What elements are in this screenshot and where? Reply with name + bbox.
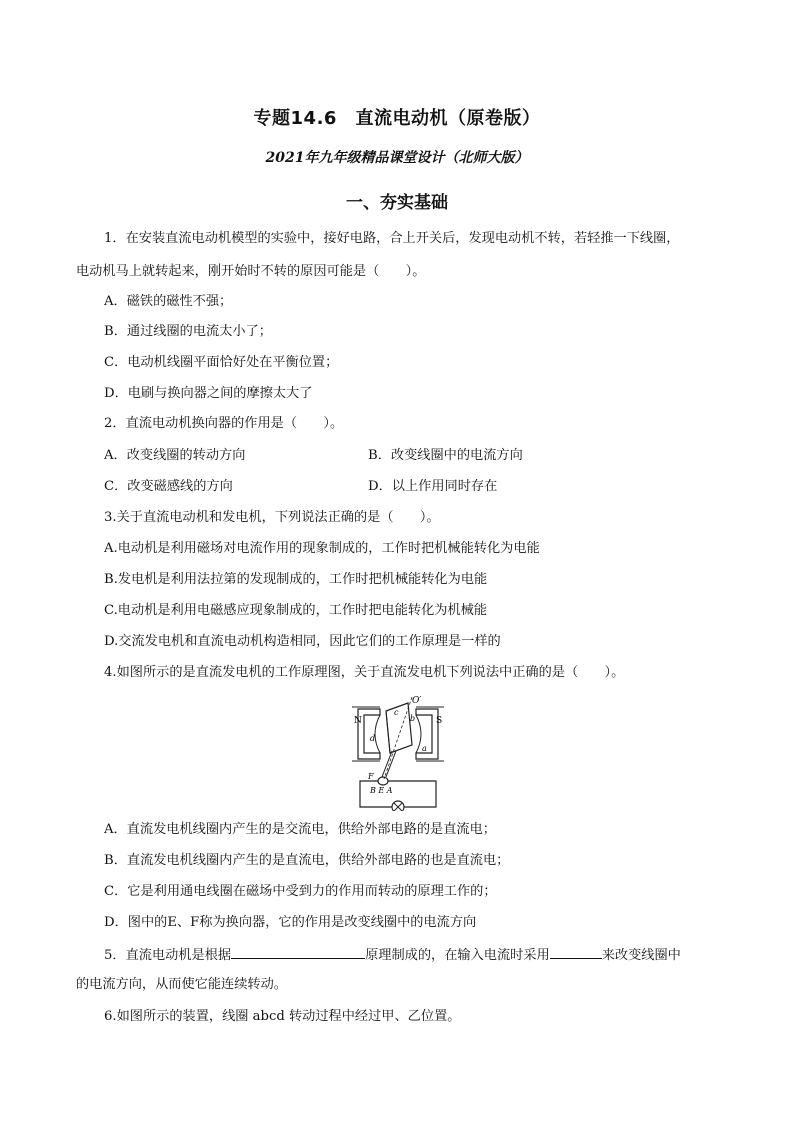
coil xyxy=(386,703,412,753)
q3-option-b: B.发电机是利用法拉第的发现制成的，工作时把机械能转化为电能 xyxy=(104,572,488,587)
label-a: a xyxy=(422,744,427,753)
q2-stem: 2．直流电动机换向器的作用是（ ）。 xyxy=(104,416,344,431)
q2-option-a: A．改变线圈的转动方向 xyxy=(104,448,246,463)
label-d: d xyxy=(370,734,376,743)
q3-option-d: D.交流发电机和直流电动机构造相同，因此它们的工作原理是一样的 xyxy=(104,634,501,649)
page-title: 专题14.6 直流电动机（原卷版） xyxy=(253,108,541,129)
label-f: F xyxy=(368,772,374,781)
lamp-icon xyxy=(392,801,404,811)
q4-option-b: B．直流发电机线圈内产生的是直流电，供给外部电路的也是直流电； xyxy=(104,853,510,868)
label-s: S xyxy=(436,716,443,726)
label-o: O′ xyxy=(412,696,422,706)
section-heading: 一、夯实基础 xyxy=(346,193,448,213)
q2-option-c: C．改变磁感线的方向 xyxy=(104,479,233,494)
q3-option-c: C.电动机是利用电磁感应现象制成的，工作时把电能转化为机械能 xyxy=(104,603,488,618)
q4-stem: 4.如图所示的是直流发电机的工作原理图，关于直流发电机下列说法中正确的是（ ）。 xyxy=(104,665,625,680)
q1-option-b: B．通过线圈的电流太小了； xyxy=(104,324,272,339)
label-c: c xyxy=(394,708,399,717)
q2-option-b: B．改变线圈中的电流方向 xyxy=(368,448,523,463)
q5-blank2[interactable] xyxy=(550,944,602,959)
q5-part3: 来改变线圈中 xyxy=(601,948,681,963)
q2-option-d: D．以上作用同时存在 xyxy=(368,479,498,494)
q5-blank1[interactable] xyxy=(231,944,365,959)
q1-stem-line1: 1．在安装直流电动机模型的实验中，接好电路，合上开关后，发现电动机不转，若轻推一下线圈， xyxy=(104,231,680,246)
q1-option-d: D．电刷与换向器之间的摩擦太大了 xyxy=(104,386,313,401)
q1-stem-line2: 电动机马上就转起来，刚开始时不转的原因可能是（ ）。 xyxy=(76,264,426,279)
q5-line2: 的电流方向，从而使它能连续转动。 xyxy=(76,977,287,992)
q1-option-c: C．电动机线圈平面恰好处在平衡位置； xyxy=(104,355,339,370)
q6-stem: 6.如图所示的装置，线圈 abcd 转动过程中经过甲、乙位置。 xyxy=(104,1009,461,1024)
label-bea: B E A xyxy=(370,786,393,795)
q1-option-a: A．磁铁的磁性不强； xyxy=(104,294,233,309)
label-n: N xyxy=(354,716,362,726)
q5-part2: 原理制成的，在输入电流时采用 xyxy=(365,948,550,963)
q4-option-d: D．图中的E、F称为换向器，它的作用是改变线圈中的电流方向 xyxy=(104,915,477,930)
commutator xyxy=(378,777,388,785)
q3-stem: 3.关于直流电动机和发电机，下列说法正确的是（ ）。 xyxy=(104,510,440,525)
page-subtitle: 2021年九年级精品课堂设计（北师大版） xyxy=(265,150,529,166)
generator-diagram xyxy=(350,693,446,811)
q4-option-a: A．直流发电机线圈内产生的是交流电，供给外部电路的是直流电； xyxy=(104,822,496,837)
q5-part1: 5．直流电动机是根据 xyxy=(104,948,232,963)
label-b: b xyxy=(410,714,416,723)
magnet-south-pole xyxy=(416,709,438,759)
q5-line1 xyxy=(104,944,681,966)
q3-option-a: A.电动机是利用磁场对电流作用的现象制成的，工作时把机械能转化为电能 xyxy=(104,541,540,556)
q4-option-c: C．它是利用通电线圈在磁场中受到力的作用而转动的原理工作的； xyxy=(104,884,497,899)
